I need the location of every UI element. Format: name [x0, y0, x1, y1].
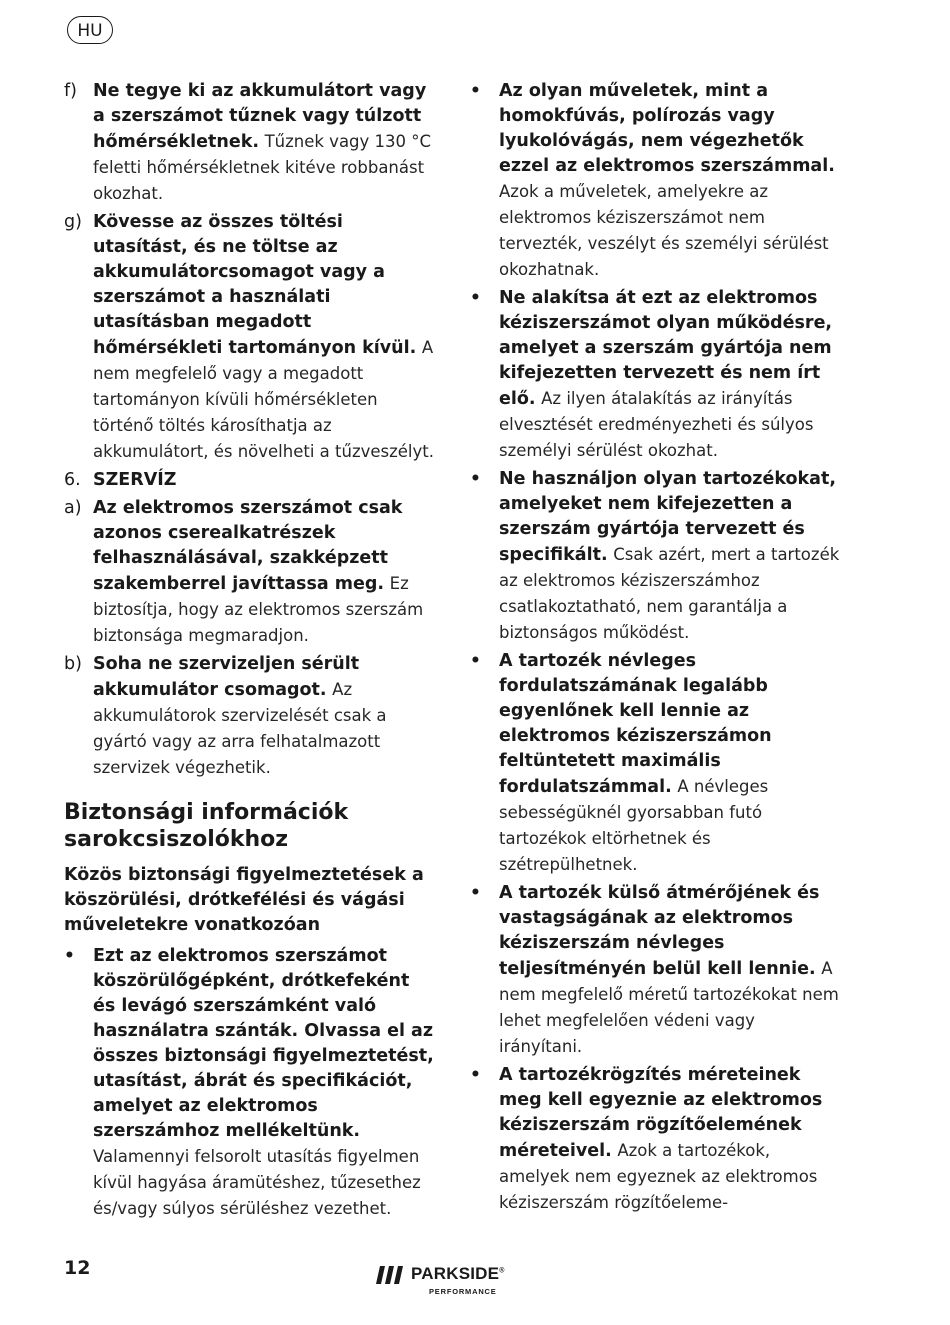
item-text: Azok a műveletek, amelyekre az elektromos kéziszerszámot nem tervezték, veszélyt és személyi sérülést okozhatnak. — [499, 182, 829, 279]
bullet-item — [64, 944, 434, 1222]
bullet-item — [470, 649, 840, 878]
item-marker: g) — [64, 212, 82, 232]
list-item — [64, 652, 434, 781]
item-bold-text: Ezt az elektromos szerszámot köszörülőgépként, drótkefeként és levágó szerszámként való használatra szánták. Olvassa el az összes biztonsági figyelmeztetést, utasítást, ábrát és specifikációt, amelyet az elektromos szerszámhoz mellékeltünk. — [93, 946, 434, 1141]
bullet-icon: • — [470, 81, 481, 101]
item-text: A névleges sebességüknél gyorsabban futó tartozékok eltörhetnek és szétrepülhetnek. — [499, 777, 769, 874]
right-column — [470, 79, 840, 1219]
item-content — [499, 286, 840, 464]
item-text: Az akkumulátorok szervizelését csak a gyártó vagy az arra felhatalmazott szervizek végezhetik. — [93, 680, 387, 777]
item-content — [499, 881, 840, 1060]
item-text: Tűznek vagy 130 °C feletti hőmérsékletnek kitéve robbanást okozhat. — [93, 132, 432, 203]
left-column — [64, 79, 434, 1225]
brand-name: PARKSIDE® — [411, 1264, 505, 1283]
list-item — [64, 496, 434, 649]
bullet-icon: • — [470, 883, 481, 903]
list-item — [64, 468, 434, 493]
bullet-item — [470, 286, 840, 464]
item-content — [499, 1063, 840, 1216]
item-text: Ez biztosítja, hogy az elektromos szerszám biztonsága megmaradjon. — [93, 574, 424, 645]
item-bold-text: Soha ne szervizeljen sérült akkumulátor csomagot. — [93, 654, 360, 700]
item-bold-text: Az olyan műveletek, mint a homokfúvás, polírozás vagy lyukolóvágás, nem végezhetők ezzel az elektromos szerszámmal. — [499, 81, 835, 176]
item-content — [93, 79, 434, 207]
bullet-item — [470, 79, 840, 283]
item-text: Azok a tartozékok, amelyek nem egyeznek az elektromos kéziszerszám rögzítőeleme- — [499, 1141, 818, 1212]
item-bold-text: A tartozék külső átmérőjének és vastagságának az elektromos kéziszerszám névleges teljesítményén belül kell lennie. — [499, 883, 820, 979]
item-text: Az ilyen átalakítás az irányítás elvesztését eredményezheti és súlyos személyi sérülést okozhat. — [499, 389, 814, 460]
section-title: Biztonsági információk sarokcsiszolókhoz — [64, 800, 349, 852]
bullet-item — [470, 1063, 840, 1216]
item-content — [93, 652, 434, 781]
bullet-icon: • — [470, 1065, 481, 1085]
item-content — [93, 468, 434, 493]
item-content — [499, 79, 840, 283]
item-bold-text: Az elektromos szerszámot csak azonos cserealkatrészek felhasználásával, szakképzett szakemberrel javíttassa meg. — [93, 498, 403, 594]
section-number-title: SZERVÍZ — [93, 470, 177, 490]
item-content — [93, 944, 434, 1222]
page-number: 12 — [64, 1257, 91, 1279]
brand-logo — [376, 1262, 536, 1298]
bullet-icon: • — [470, 651, 481, 671]
item-text: Csak azért, mert a tartozék az elektromos kéziszerszámhoz csatlakoztatható, nem garantálja a biztonságos működést. — [499, 545, 840, 642]
item-marker: a) — [64, 498, 82, 518]
item-text: A nem megfelelő vagy a megadott tartományon kívüli hőmérsékleten történő töltés károsíthatja az akkumulátort, és növelheti a tűzveszélyt. — [93, 338, 434, 461]
item-text: A nem megfelelő méretű tartozékokat nem lehet megfelelően védeni vagy irányítani. — [499, 959, 839, 1056]
item-bold-text: A tartozék névleges fordulatszámának legalább egyenlőnek kell lennie az elektromos kéziszerszámon feltüntetett maximális fordulatszámmal. — [499, 651, 772, 797]
item-bold-text: Ne alakítsa át ezt az elektromos kéziszerszámot olyan működésre, amelyet a szerszám gyártója nem kifejezetten tervezett és nem írt elő. — [499, 288, 833, 409]
item-bold-text: Ne használjon olyan tartozékokat, amelyeket nem kifejezetten a szerszám gyártója tervezett és specifikált. — [499, 469, 837, 565]
item-bold-text: A tartozékrögzítés méreteinek meg kell egyeznie az elektromos kéziszerszám rögzítőelemének méreteivel. — [499, 1065, 823, 1161]
item-content — [499, 467, 840, 646]
list-item — [64, 210, 434, 465]
language-badge: HU — [67, 16, 113, 44]
subsection-title: Közös biztonsági figyelmeztetések a köszörülési, drótkefélési és vágási műveletekre vonatkozóan — [64, 865, 424, 935]
item-bold-text: Kövesse az összes töltési utasítást, és ne töltse az akkumulátorcsomagot vagy a szerszámot a használati utasításban megadott hőmérsékleti tartományon kívül. — [93, 212, 417, 358]
list-item — [64, 79, 434, 207]
bullet-item — [470, 467, 840, 646]
item-content — [93, 210, 434, 465]
item-content — [93, 496, 434, 649]
item-marker: f) — [64, 81, 77, 101]
brand-trademark: ® — [499, 1267, 505, 1275]
item-bold-text: Ne tegye ki az akkumulátort vagy a szerszámot tűznek vagy túlzott hőmérsékletnek. — [93, 81, 427, 152]
item-marker: b) — [64, 654, 82, 674]
bullet-item — [470, 881, 840, 1060]
bullet-icon: • — [470, 469, 481, 489]
brand-subtitle: PERFORMANCE — [429, 1287, 497, 1296]
item-marker: 6. — [64, 470, 81, 490]
bullet-icon: • — [64, 946, 75, 966]
bullet-icon: • — [470, 288, 481, 308]
item-text: Valamennyi felsorolt utasítás figyelmen kívül hagyása áramütéshez, tűzesethez és/vagy súlyos sérüléshez vezethet. — [93, 1147, 421, 1218]
item-content — [499, 649, 840, 878]
brand-stripes-icon — [376, 1266, 406, 1286]
